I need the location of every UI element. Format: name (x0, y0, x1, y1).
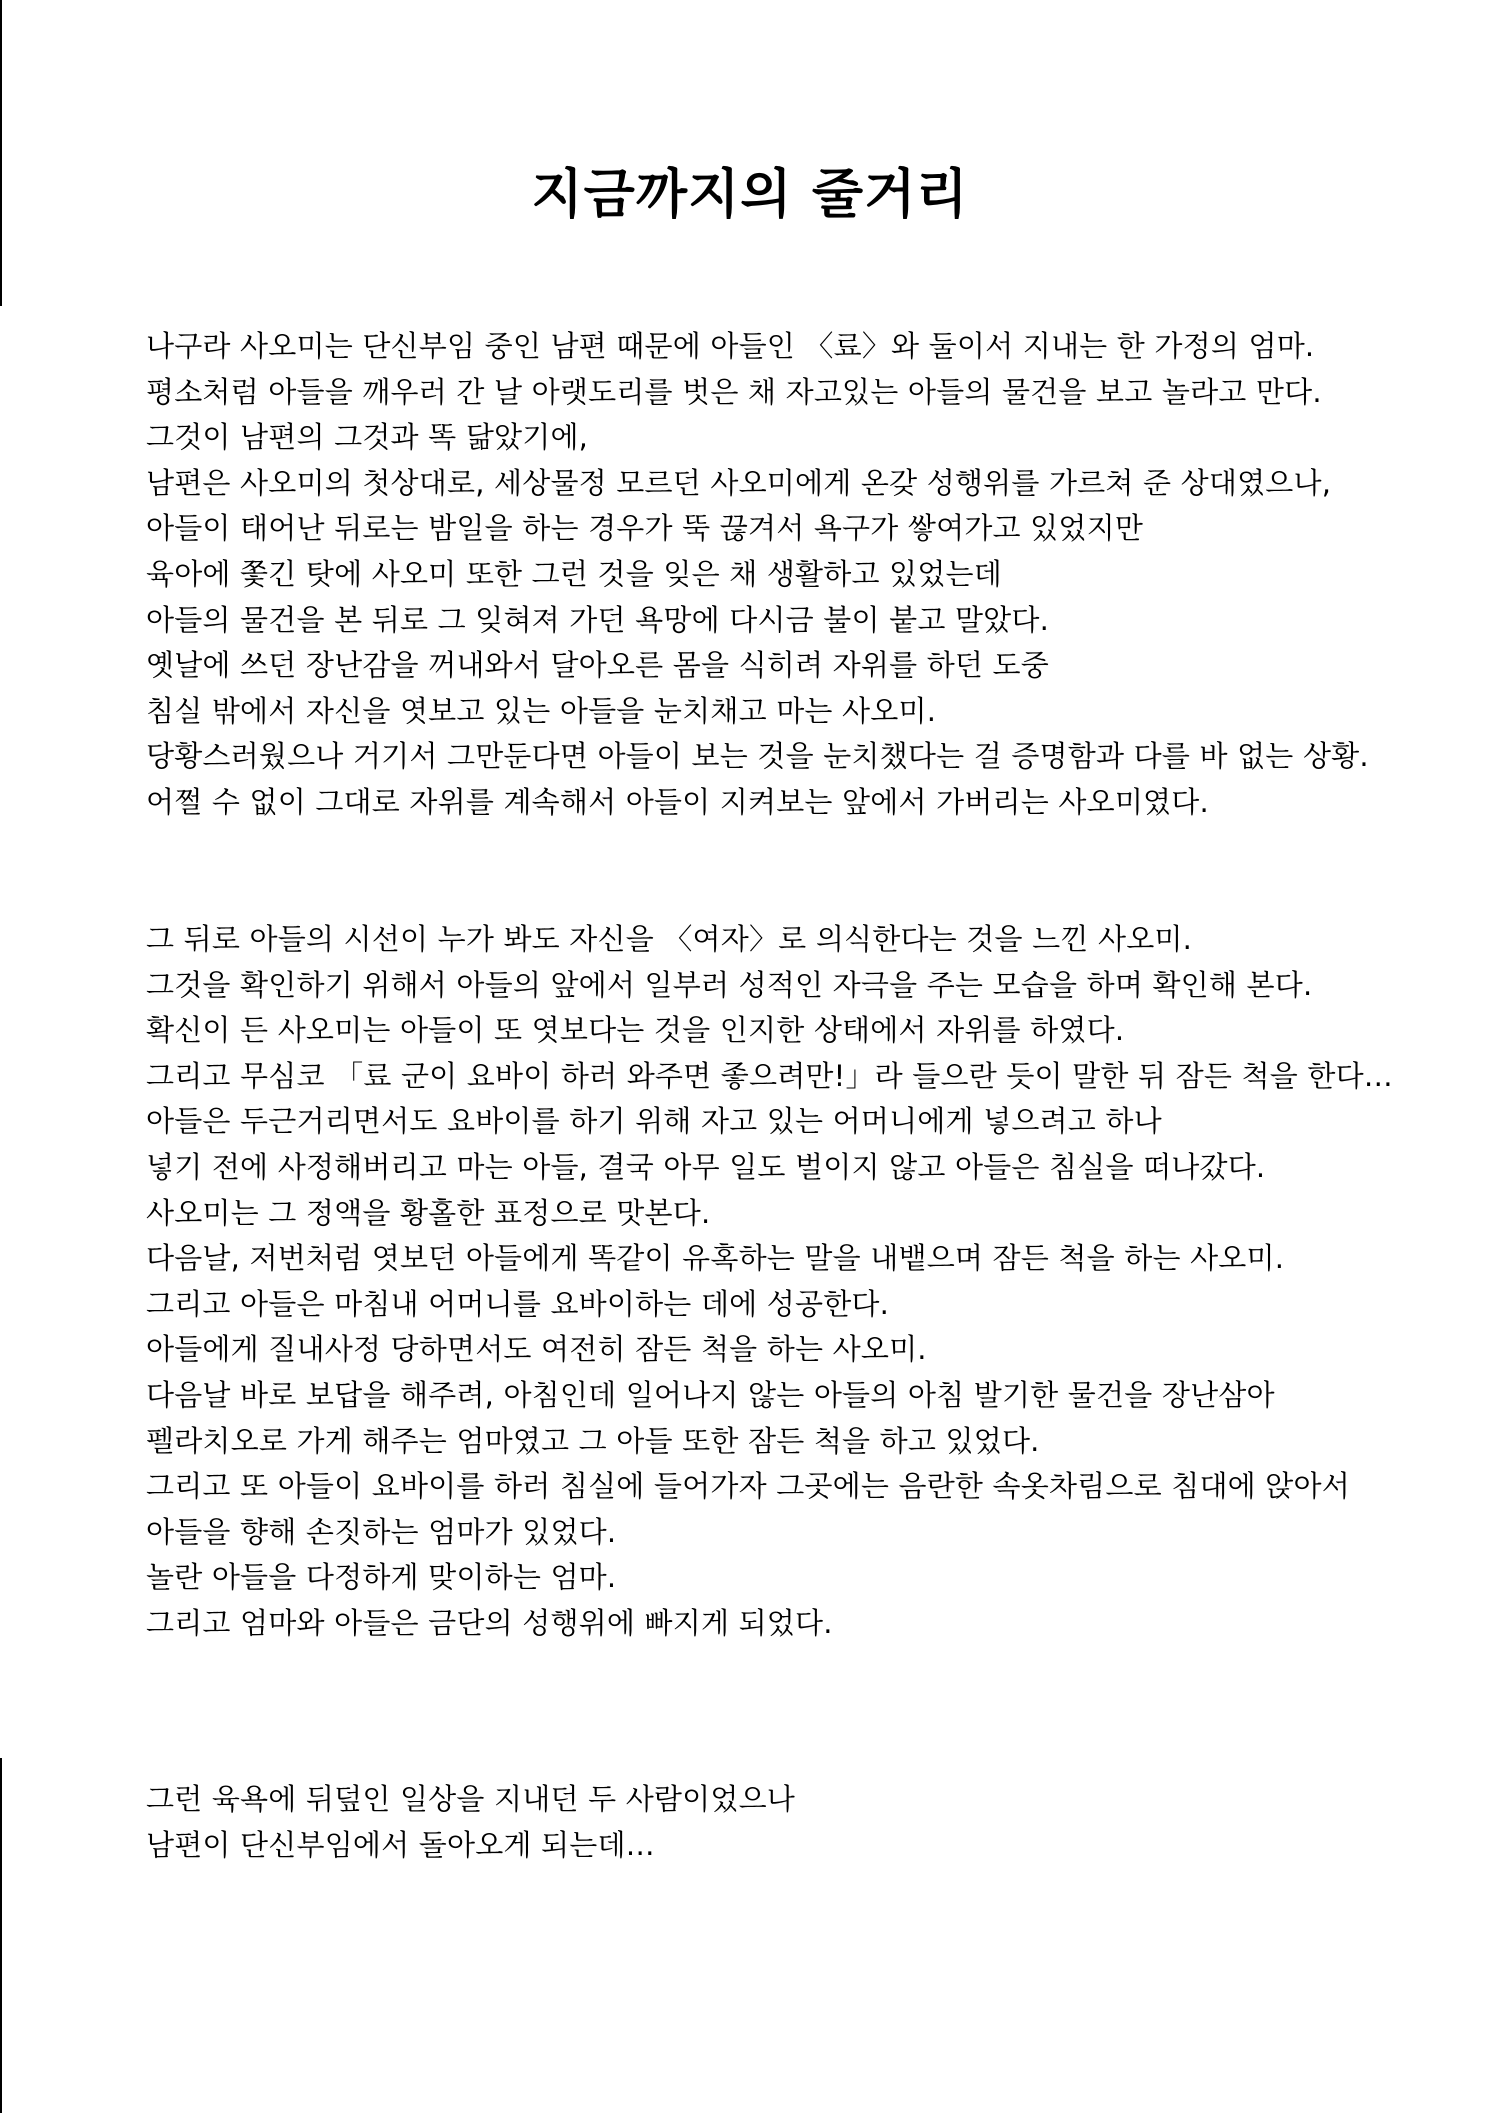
text-line: 사오미는 그 정액을 황홀한 표정으로 맛본다. (146, 1195, 711, 1230)
text-line: 그 뒤로 아들의 시선이 누가 봐도 자신을 〈여자〉로 의식한다는 것을 느낀 사오미. (146, 922, 1193, 956)
paragraph-2 (146, 917, 1446, 1647)
page-title: 지금까지의 줄거리 (531, 164, 969, 225)
text-line: 펠라치오로 가게 해주는 엄마였고 그 아들 또한 잠든 척을 하고 있었다. (146, 1423, 1040, 1458)
text-line: 그리고 엄마와 아들은 금단의 성행위에 빠지게 되었다. (146, 1605, 833, 1640)
text-line: 그런 육욕에 뒤덮인 일상을 지내던 두 사람이었으나 (146, 1782, 796, 1816)
text-line: 확신이 든 사오미는 아들이 또 엿보다는 것을 인지한 상태에서 자위를 하였다. (146, 1013, 1125, 1048)
text-line: 그리고 또 아들이 요바이를 하러 침실에 들어가자 그곳에는 음란한 속옷차림으로 침대에 앉아서 (146, 1469, 1350, 1504)
page-edge-line (0, 0, 2, 306)
text-line: 어쩔 수 없이 그대로 자위를 계속해서 아들이 지켜보는 앞에서 가버리는 사오미였다. (146, 784, 1209, 819)
text-line: 아들에게 질내사정 당하면서도 여전히 잠든 척을 하는 사오미. (146, 1332, 927, 1367)
text-line: 다음날, 저번처럼 엿보던 아들에게 똑같이 유혹하는 말을 내뱉으며 잠든 척을 하는 사오미. (146, 1241, 1285, 1276)
text-line: 넣기 전에 사정해버리고 마는 아들, 결국 아무 일도 벌이지 않고 아들은 침실을 떠나갔다. (146, 1149, 1266, 1184)
text-line: 아들이 태어난 뒤로는 밤일을 하는 경우가 뚝 끊겨서 욕구가 쌓여가고 있었지만 (146, 511, 1144, 546)
text-line: 평소처럼 아들을 깨우러 간 날 아랫도리를 벗은 채 자고있는 아들의 물건을 보고 놀라고 만다. (146, 374, 1322, 409)
text-line: 육아에 쫓긴 탓에 사오미 또한 그런 것을 잊은 채 생활하고 있었는데 (146, 556, 1002, 591)
text-line: 침실 밖에서 자신을 엿보고 있는 아들을 눈치채고 마는 사오미. (146, 693, 937, 728)
text-line: 아들은 두근거리면서도 요바이를 하기 위해 자고 있는 어머니에게 넣으려고 하나 (146, 1104, 1162, 1139)
text-line: 남편은 사오미의 첫상대로, 세상물정 모르던 사오미에게 온갖 성행위를 가르쳐 준 상대였으나, (146, 465, 1332, 500)
text-line: 아들의 물건을 본 뒤로 그 잊혀져 가던 욕망에 다시금 불이 붙고 말았다. (146, 602, 1050, 637)
paragraph-3 (146, 1777, 1446, 1868)
text-line: 그것을 확인하기 위해서 아들의 앞에서 일부러 성적인 자극을 주는 모습을 하며 확인해 본다. (146, 967, 1313, 1002)
text-line: 아들을 향해 손짓하는 엄마가 있었다. (146, 1514, 617, 1549)
page-edge-line (0, 1758, 2, 2113)
text-line: 다음날 바로 보답을 해주려, 아침인데 일어나지 않는 아들의 아침 발기한 물건을 장난삼아 (146, 1377, 1275, 1412)
paragraph-1 (146, 324, 1446, 826)
text-line: 그것이 남편의 그것과 똑 닮았기에, (146, 420, 589, 455)
text-line: 당황스러웠으나 거기서 그만둔다면 아들이 보는 것을 눈치챘다는 걸 증명함과 다를 바 없는 상황. (146, 739, 1369, 774)
text-line: 남편이 단신부임에서 돌아오게 되는데… (146, 1827, 655, 1862)
text-line: 옛날에 쓰던 장난감을 꺼내와서 달아오른 몸을 식히려 자위를 하던 도중 (146, 648, 1049, 683)
text-line: 그리고 무심코 「료 군이 요바이 하러 와주면 좋으려만!」라 들으란 듯이 말한 뒤 잠든 척을 한다… (146, 1058, 1393, 1093)
text-line: 나구라 사오미는 단신부임 중인 남편 때문에 아들인 〈료〉와 둘이서 지내는 한 가정의 엄마. (146, 329, 1315, 363)
text-line: 그리고 아들은 마침내 어머니를 요바이하는 데에 성공한다. (146, 1286, 890, 1321)
text-line: 놀란 아들을 다정하게 맞이하는 엄마. (146, 1560, 617, 1595)
